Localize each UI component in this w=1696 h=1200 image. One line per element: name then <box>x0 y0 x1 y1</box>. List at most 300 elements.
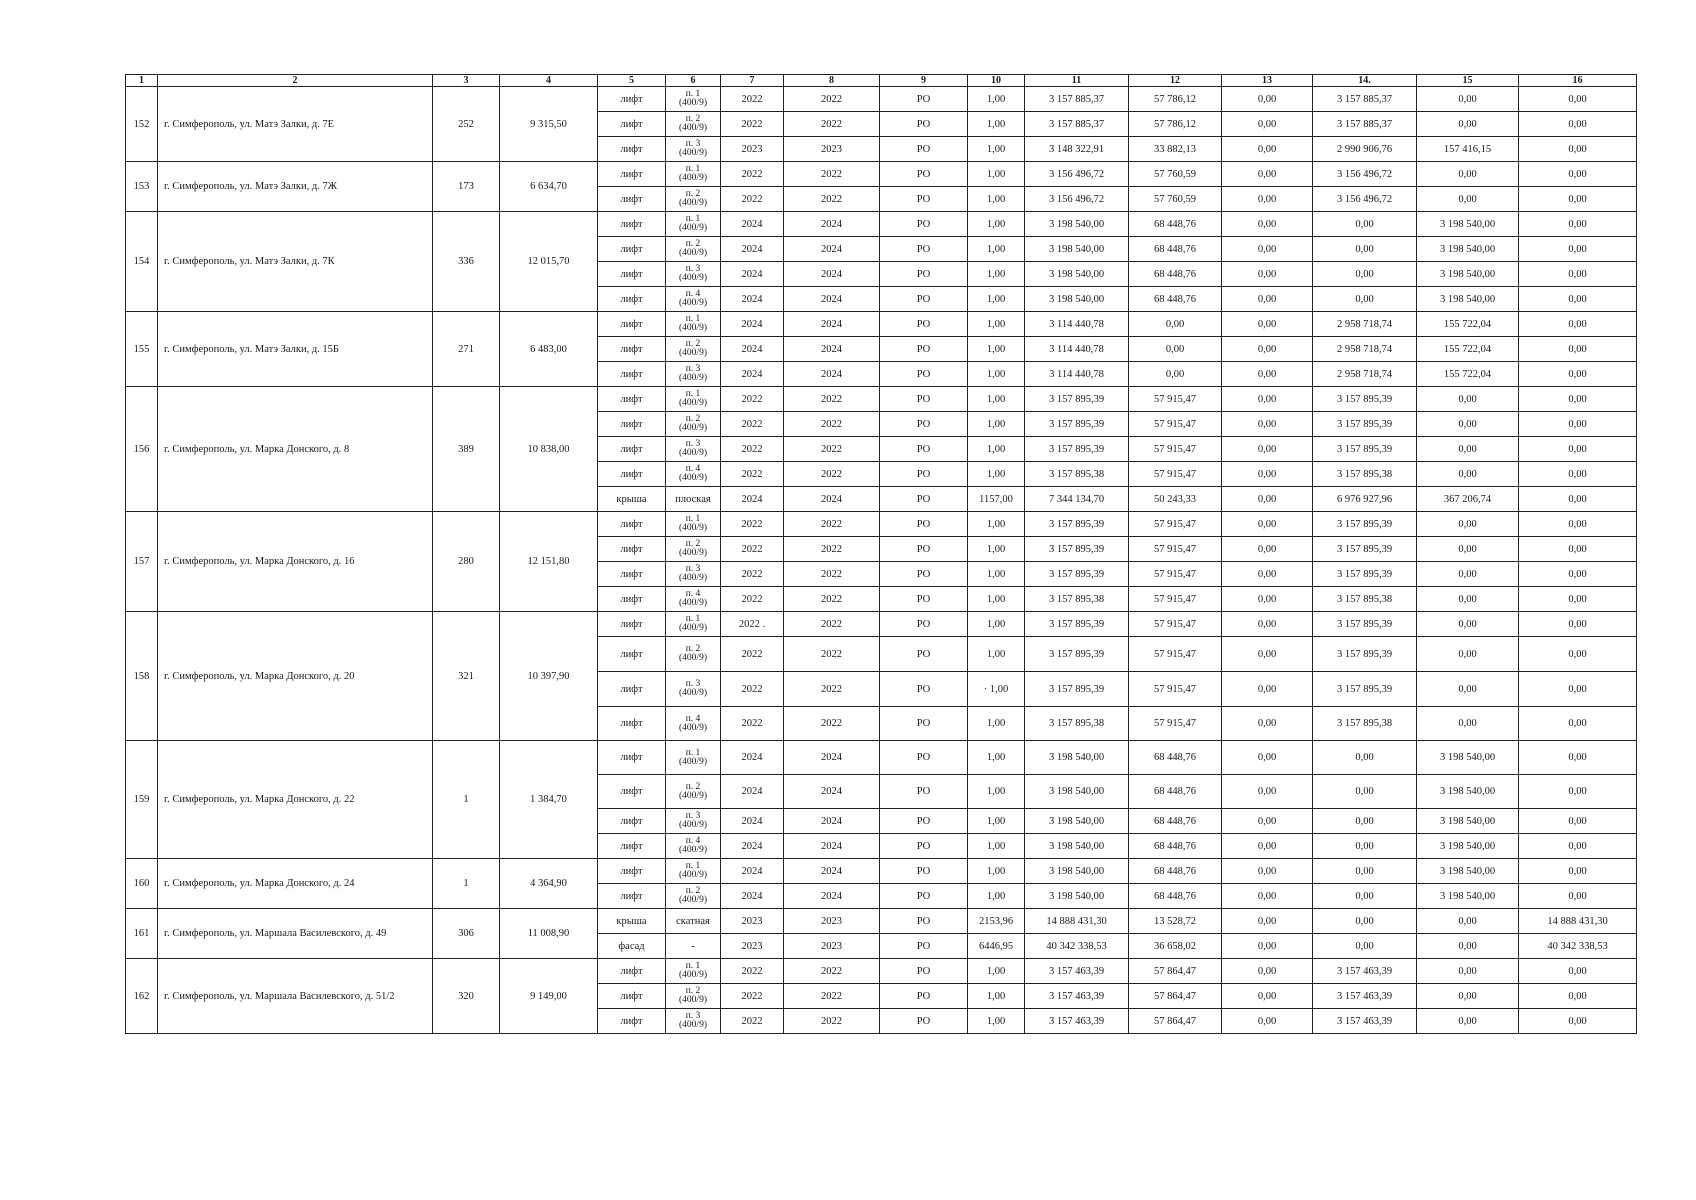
fund-regional: 3 157 895,39 <box>1313 387 1417 412</box>
fund-federal: 0,00 <box>1222 587 1313 612</box>
element-spec-line: (400/9) <box>679 148 707 158</box>
fund-owners: 0,00 <box>1519 707 1637 741</box>
address-cell: г. Симферополь, ул. Марка Донского, д. 8 <box>158 387 433 512</box>
column-number: 15 <box>1417 75 1519 87</box>
table-row <box>126 741 1637 775</box>
fund-owners: 40 342 338,53 <box>1519 934 1637 959</box>
year-end: 2024 <box>784 487 880 512</box>
fund-local: 0,00 <box>1417 562 1519 587</box>
year-start: 2024 <box>721 362 784 387</box>
total-cost: 3 157 463,39 <box>1025 1009 1129 1034</box>
year-start: 2022 <box>721 707 784 741</box>
year-start: 2024 <box>721 212 784 237</box>
year-end: 2024 <box>784 362 880 387</box>
fund-regional: 3 157 895,38 <box>1313 707 1417 741</box>
address-cell: г. Симферополь, ул. Матэ Залки, д. 15Б <box>158 312 433 387</box>
year-start: 2022 <box>721 112 784 137</box>
volume: 1,00 <box>968 809 1025 834</box>
unit-cost: 57 786,12 <box>1129 112 1222 137</box>
volume: · 1,00 <box>968 672 1025 707</box>
fund-regional: 3 157 895,39 <box>1313 512 1417 537</box>
method: РО <box>880 187 968 212</box>
year-end: 2024 <box>784 262 880 287</box>
column-number: 6 <box>666 75 721 87</box>
capital-repair-table <box>125 74 1637 1034</box>
year-end: 2022 <box>784 984 880 1009</box>
year-end: 2022 <box>784 1009 880 1034</box>
apartments-cell: 320 <box>433 959 500 1034</box>
method: РО <box>880 959 968 984</box>
element-spec-line: п. 1 <box>685 747 701 758</box>
element-spec <box>666 537 721 562</box>
unit-cost: 57 864,47 <box>1129 1009 1222 1034</box>
column-number: 14. <box>1313 75 1417 87</box>
fund-local: 155 722,04 <box>1417 337 1519 362</box>
element-spec-line: п. 1 <box>685 961 701 971</box>
total-cost: 3 198 540,00 <box>1025 809 1129 834</box>
fund-owners: 0,00 <box>1519 262 1637 287</box>
volume: 6446,95 <box>968 934 1025 959</box>
apartments-cell: 336 <box>433 212 500 312</box>
unit-cost: 57 760,59 <box>1129 162 1222 187</box>
element-type: лифт <box>598 287 666 312</box>
year-start: 2022 . <box>721 612 784 637</box>
element-spec <box>666 237 721 262</box>
unit-cost: 57 915,47 <box>1129 707 1222 741</box>
area-cell: 9 315,50 <box>500 87 598 162</box>
fund-owners: 0,00 <box>1519 809 1637 834</box>
unit-cost: 68 448,76 <box>1129 287 1222 312</box>
fund-local: 0,00 <box>1417 637 1519 672</box>
element-type: лифт <box>598 984 666 1009</box>
method: РО <box>880 909 968 934</box>
column-number: 3 <box>433 75 500 87</box>
fund-regional: 0,00 <box>1313 287 1417 312</box>
element-spec-line: (400/9) <box>679 688 707 698</box>
fund-owners: 0,00 <box>1519 884 1637 909</box>
fund-federal: 0,00 <box>1222 707 1313 741</box>
year-end: 2023 <box>784 934 880 959</box>
method: РО <box>880 834 968 859</box>
year-end: 2024 <box>784 884 880 909</box>
element-spec <box>666 612 721 637</box>
year-end: 2022 <box>784 87 880 112</box>
year-start: 2024 <box>721 262 784 287</box>
fund-local: 0,00 <box>1417 707 1519 741</box>
area-cell: 12 151,80 <box>500 512 598 612</box>
area-cell: 9 149,00 <box>500 959 598 1034</box>
fund-regional: 3 156 496,72 <box>1313 162 1417 187</box>
fund-local: 3 198 540,00 <box>1417 237 1519 262</box>
element-spec-line: (400/9) <box>679 1020 707 1030</box>
document-sheet <box>125 74 1636 1034</box>
element-spec-line: (400/9) <box>679 598 707 608</box>
element-type: лифт <box>598 562 666 587</box>
total-cost: 3 198 540,00 <box>1025 741 1129 775</box>
fund-federal: 0,00 <box>1222 859 1313 884</box>
method: РО <box>880 312 968 337</box>
fund-owners: 0,00 <box>1519 741 1637 775</box>
unit-cost: 57 915,47 <box>1129 612 1222 637</box>
unit-cost: 57 915,47 <box>1129 587 1222 612</box>
area-cell: 6 483,00 <box>500 312 598 387</box>
volume: 1,00 <box>968 437 1025 462</box>
year-end: 2024 <box>784 312 880 337</box>
volume: 1,00 <box>968 984 1025 1009</box>
element-spec <box>666 262 721 287</box>
element-spec <box>666 137 721 162</box>
year-start: 2024 <box>721 237 784 262</box>
element-spec-line: п. 2 <box>685 886 701 896</box>
fund-owners: 0,00 <box>1519 387 1637 412</box>
method: РО <box>880 437 968 462</box>
fund-federal: 0,00 <box>1222 637 1313 672</box>
element-type: лифт <box>598 537 666 562</box>
fund-federal: 0,00 <box>1222 237 1313 262</box>
table-row <box>126 859 1637 884</box>
fund-local: 3 198 540,00 <box>1417 262 1519 287</box>
element-spec <box>666 362 721 387</box>
element-spec <box>666 707 721 741</box>
element-type: лифт <box>598 262 666 287</box>
fund-federal: 0,00 <box>1222 462 1313 487</box>
element-spec-line: п. 2 <box>685 539 701 549</box>
volume: 1,00 <box>968 287 1025 312</box>
fund-local: 0,00 <box>1417 437 1519 462</box>
column-number: 11 <box>1025 75 1129 87</box>
area-cell: 10 838,00 <box>500 387 598 512</box>
volume: 1,00 <box>968 312 1025 337</box>
method: РО <box>880 237 968 262</box>
fund-local: 155 722,04 <box>1417 362 1519 387</box>
element-spec-line: п. 2 <box>685 644 701 654</box>
year-end: 2022 <box>784 112 880 137</box>
element-spec <box>666 959 721 984</box>
fund-local: 0,00 <box>1417 959 1519 984</box>
column-number: 7 <box>721 75 784 87</box>
element-spec-line: п. 3 <box>685 264 701 274</box>
fund-owners: 0,00 <box>1519 462 1637 487</box>
element-spec-line: п. 3 <box>685 139 701 149</box>
year-end: 2022 <box>784 512 880 537</box>
year-start: 2024 <box>721 884 784 909</box>
table-row <box>126 512 1637 537</box>
element-spec-line: п. 4 <box>685 464 701 474</box>
element-spec-line: п. 3 <box>685 679 701 689</box>
element-spec <box>666 1009 721 1034</box>
fund-regional: 3 157 895,38 <box>1313 462 1417 487</box>
fund-regional: 3 157 895,39 <box>1313 412 1417 437</box>
unit-cost: 68 448,76 <box>1129 237 1222 262</box>
fund-local: 0,00 <box>1417 112 1519 137</box>
row-number: 152 <box>126 87 158 162</box>
element-spec-line: п. 2 <box>685 414 701 424</box>
fund-local: 3 198 540,00 <box>1417 884 1519 909</box>
fund-owners: 0,00 <box>1519 187 1637 212</box>
element-spec-line: (400/9) <box>679 123 707 133</box>
element-type: лифт <box>598 587 666 612</box>
fund-local: 0,00 <box>1417 672 1519 707</box>
element-type: лифт <box>598 741 666 775</box>
fund-federal: 0,00 <box>1222 212 1313 237</box>
year-end: 2022 <box>784 187 880 212</box>
fund-federal: 0,00 <box>1222 312 1313 337</box>
fund-regional: 0,00 <box>1313 741 1417 775</box>
volume: 1,00 <box>968 859 1025 884</box>
element-spec <box>666 187 721 212</box>
fund-owners: 0,00 <box>1519 237 1637 262</box>
year-start: 2022 <box>721 959 784 984</box>
element-spec <box>666 212 721 237</box>
apartments-cell: 271 <box>433 312 500 387</box>
area-cell: 1 384,70 <box>500 741 598 859</box>
element-spec-line: (400/9) <box>679 756 707 767</box>
fund-federal: 0,00 <box>1222 512 1313 537</box>
volume: 1,00 <box>968 834 1025 859</box>
fund-local: 0,00 <box>1417 537 1519 562</box>
element-type: лифт <box>598 809 666 834</box>
year-start: 2022 <box>721 162 784 187</box>
element-spec-line: п. 2 <box>685 986 701 996</box>
element-type: лифт <box>598 1009 666 1034</box>
element-spec-line: п. 4 <box>685 289 701 299</box>
unit-cost: 33 882,13 <box>1129 137 1222 162</box>
fund-federal: 0,00 <box>1222 834 1313 859</box>
address-cell: г. Симферополь, ул. Марка Донского, д. 20 <box>158 612 433 741</box>
column-number: 5 <box>598 75 666 87</box>
year-start: 2023 <box>721 909 784 934</box>
column-number: 8 <box>784 75 880 87</box>
unit-cost: 57 915,47 <box>1129 672 1222 707</box>
unit-cost: 57 915,47 <box>1129 537 1222 562</box>
total-cost: 3 148 322,91 <box>1025 137 1129 162</box>
total-cost: 3 157 895,38 <box>1025 462 1129 487</box>
total-cost: 3 157 895,39 <box>1025 637 1129 672</box>
element-type: лифт <box>598 834 666 859</box>
element-spec-line: (400/9) <box>679 273 707 283</box>
fund-owners: 0,00 <box>1519 612 1637 637</box>
volume: 1,00 <box>968 187 1025 212</box>
column-number: 1 <box>126 75 158 87</box>
year-start: 2022 <box>721 412 784 437</box>
column-number: 13 <box>1222 75 1313 87</box>
year-end: 2024 <box>784 834 880 859</box>
fund-federal: 0,00 <box>1222 362 1313 387</box>
element-spec-line: п. 1 <box>685 214 701 224</box>
method: РО <box>880 337 968 362</box>
row-number: 155 <box>126 312 158 387</box>
fund-owners: 0,00 <box>1519 312 1637 337</box>
fund-local: 0,00 <box>1417 934 1519 959</box>
total-cost: 3 157 885,37 <box>1025 112 1129 137</box>
volume: 1,00 <box>968 1009 1025 1034</box>
fund-local: 0,00 <box>1417 387 1519 412</box>
element-type: лифт <box>598 387 666 412</box>
method: РО <box>880 387 968 412</box>
address-cell: г. Симферополь, ул. Матэ Залки, д. 7Е <box>158 87 433 162</box>
row-number: 162 <box>126 959 158 1034</box>
row-number: 154 <box>126 212 158 312</box>
total-cost: 3 157 895,39 <box>1025 612 1129 637</box>
fund-federal: 0,00 <box>1222 984 1313 1009</box>
fund-federal: 0,00 <box>1222 112 1313 137</box>
fund-federal: 0,00 <box>1222 959 1313 984</box>
fund-federal: 0,00 <box>1222 672 1313 707</box>
fund-regional: 2 958 718,74 <box>1313 362 1417 387</box>
unit-cost: 13 528,72 <box>1129 909 1222 934</box>
row-number: 157 <box>126 512 158 612</box>
volume: 1,00 <box>968 137 1025 162</box>
unit-cost: 0,00 <box>1129 312 1222 337</box>
element-type: крыша <box>598 909 666 934</box>
table-row <box>126 387 1637 412</box>
fund-local: 155 722,04 <box>1417 312 1519 337</box>
fund-owners: 0,00 <box>1519 672 1637 707</box>
fund-owners: 0,00 <box>1519 959 1637 984</box>
year-end: 2024 <box>784 337 880 362</box>
element-spec-line: п. 2 <box>685 239 701 249</box>
unit-cost: 68 448,76 <box>1129 834 1222 859</box>
fund-local: 0,00 <box>1417 462 1519 487</box>
volume: 2153,96 <box>968 909 1025 934</box>
fund-owners: 0,00 <box>1519 562 1637 587</box>
fund-federal: 0,00 <box>1222 487 1313 512</box>
element-spec <box>666 884 721 909</box>
element-spec-line: п. 2 <box>685 189 701 199</box>
fund-regional: 6 976 927,96 <box>1313 487 1417 512</box>
year-start: 2024 <box>721 741 784 775</box>
fund-owners: 0,00 <box>1519 1009 1637 1034</box>
apartments-cell: 280 <box>433 512 500 612</box>
element-spec: - <box>666 934 721 959</box>
total-cost: 3 198 540,00 <box>1025 884 1129 909</box>
element-spec-line: п. 1 <box>685 514 701 524</box>
fund-federal: 0,00 <box>1222 909 1313 934</box>
fund-local: 3 198 540,00 <box>1417 859 1519 884</box>
year-end: 2022 <box>784 562 880 587</box>
fund-owners: 0,00 <box>1519 412 1637 437</box>
fund-local: 367 206,74 <box>1417 487 1519 512</box>
year-start: 2022 <box>721 387 784 412</box>
fund-federal: 0,00 <box>1222 612 1313 637</box>
column-number: 10 <box>968 75 1025 87</box>
year-start: 2022 <box>721 437 784 462</box>
volume: 1,00 <box>968 884 1025 909</box>
fund-federal: 0,00 <box>1222 137 1313 162</box>
year-end: 2022 <box>784 587 880 612</box>
element-type: лифт <box>598 337 666 362</box>
year-start: 2024 <box>721 775 784 809</box>
element-spec <box>666 162 721 187</box>
total-cost: 3 198 540,00 <box>1025 834 1129 859</box>
method: РО <box>880 934 968 959</box>
fund-local: 157 416,15 <box>1417 137 1519 162</box>
row-number: 158 <box>126 612 158 741</box>
fund-owners: 0,00 <box>1519 162 1637 187</box>
fund-federal: 0,00 <box>1222 775 1313 809</box>
row-number: 153 <box>126 162 158 212</box>
year-end: 2022 <box>784 162 880 187</box>
total-cost: 3 157 895,39 <box>1025 537 1129 562</box>
volume: 1,00 <box>968 587 1025 612</box>
fund-local: 3 198 540,00 <box>1417 212 1519 237</box>
column-number: 9 <box>880 75 968 87</box>
year-start: 2024 <box>721 487 784 512</box>
year-end: 2022 <box>784 437 880 462</box>
address-cell: г. Симферополь, ул. Марка Донского, д. 24 <box>158 859 433 909</box>
element-spec-line: (400/9) <box>679 98 707 108</box>
fund-owners: 0,00 <box>1519 137 1637 162</box>
element-spec <box>666 834 721 859</box>
apartments-cell: 1 <box>433 741 500 859</box>
year-start: 2022 <box>721 537 784 562</box>
unit-cost: 68 448,76 <box>1129 212 1222 237</box>
fund-regional: 3 157 895,39 <box>1313 562 1417 587</box>
fund-federal: 0,00 <box>1222 412 1313 437</box>
unit-cost: 57 760,59 <box>1129 187 1222 212</box>
fund-regional: 0,00 <box>1313 884 1417 909</box>
year-end: 2023 <box>784 909 880 934</box>
element-type: лифт <box>598 672 666 707</box>
fund-regional: 0,00 <box>1313 809 1417 834</box>
element-spec-line: п. 1 <box>685 89 701 99</box>
fund-owners: 0,00 <box>1519 487 1637 512</box>
fund-federal: 0,00 <box>1222 437 1313 462</box>
element-spec-line: (400/9) <box>679 223 707 233</box>
fund-regional: 0,00 <box>1313 775 1417 809</box>
unit-cost: 57 915,47 <box>1129 512 1222 537</box>
element-type: лифт <box>598 637 666 672</box>
element-spec-line: (400/9) <box>679 248 707 258</box>
total-cost: 14 888 431,30 <box>1025 909 1129 934</box>
method: РО <box>880 1009 968 1034</box>
element-spec-line: п. 3 <box>685 811 701 821</box>
element-spec <box>666 741 721 775</box>
fund-regional: 3 157 895,39 <box>1313 537 1417 562</box>
unit-cost: 68 448,76 <box>1129 809 1222 834</box>
fund-owners: 0,00 <box>1519 637 1637 672</box>
total-cost: 3 114 440,78 <box>1025 362 1129 387</box>
year-end: 2023 <box>784 137 880 162</box>
element-spec <box>666 775 721 809</box>
year-start: 2022 <box>721 512 784 537</box>
fund-regional: 0,00 <box>1313 859 1417 884</box>
fund-federal: 0,00 <box>1222 262 1313 287</box>
element-type: фасад <box>598 934 666 959</box>
fund-federal: 0,00 <box>1222 809 1313 834</box>
fund-regional: 3 157 885,37 <box>1313 112 1417 137</box>
element-spec <box>666 672 721 707</box>
column-number: 4 <box>500 75 598 87</box>
fund-regional: 3 157 895,39 <box>1313 672 1417 707</box>
element-spec: скатная <box>666 909 721 934</box>
table-row <box>126 909 1637 934</box>
element-type: лифт <box>598 775 666 809</box>
method: РО <box>880 562 968 587</box>
fund-regional: 3 157 895,39 <box>1313 437 1417 462</box>
method: РО <box>880 775 968 809</box>
fund-federal: 0,00 <box>1222 162 1313 187</box>
unit-cost: 57 915,47 <box>1129 637 1222 672</box>
column-number: 2 <box>158 75 433 87</box>
fund-local: 3 198 540,00 <box>1417 775 1519 809</box>
fund-owners: 0,00 <box>1519 87 1637 112</box>
volume: 1,00 <box>968 959 1025 984</box>
element-type: лифт <box>598 859 666 884</box>
year-end: 2022 <box>784 637 880 672</box>
fund-federal: 0,00 <box>1222 562 1313 587</box>
year-start: 2023 <box>721 934 784 959</box>
